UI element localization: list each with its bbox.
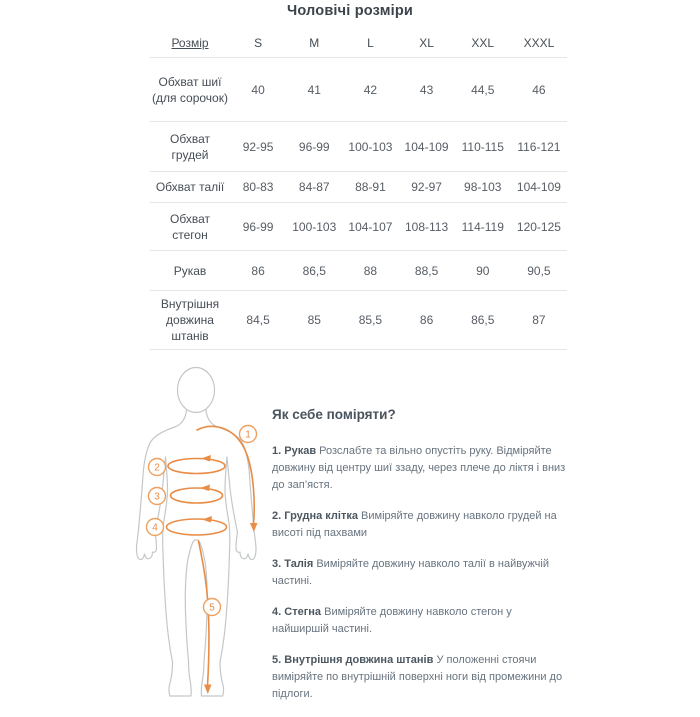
row-label: Обхват стегон [170, 211, 210, 242]
size-cell: 87 [532, 313, 546, 327]
size-cell: 120-125 [516, 219, 561, 234]
column-header-xxxl: XXXL [523, 35, 555, 50]
size-cell: 88-91 [355, 180, 386, 194]
svg-text:2: 2 [154, 462, 160, 474]
size-cell: 104-109 [404, 139, 449, 154]
size-cell: 92-95 [242, 139, 274, 154]
measuring-instructions [272, 407, 568, 717]
page-title: Чоловічі розміри [286, 3, 414, 19]
head-outline [178, 368, 215, 413]
size-cell: 44,5 [471, 82, 495, 97]
size-cell: 84,5 [246, 313, 270, 327]
table-row-chest [150, 122, 567, 172]
instruction-item-sleeve: 1. Рукав Розслабте та вільно опустіть руку. Відміряйте довжину від центру шиї ззаду, через плече до ліктя і вниз до зап’ястя. [272, 445, 566, 491]
row-label: Внутрішня довжина штанів [160, 297, 220, 343]
svg-text:4: 4 [152, 522, 158, 534]
size-cell: 116-121 [517, 139, 561, 154]
instruction-item-inseam: 5. Внутрішня довжина штанів У положенні стоячи виміряйте по внутрішній поверхні ноги від промежини до підлоги. [272, 654, 563, 700]
column-header-xl: XL [419, 35, 434, 50]
size-cell: 86,5 [302, 263, 326, 278]
column-header-size: Розмір [171, 35, 209, 50]
size-cell: 90 [476, 263, 490, 278]
size-cell: 85 [307, 313, 321, 327]
svg-text:3: 3 [154, 491, 160, 503]
marker-4 [147, 519, 164, 536]
marker-2 [149, 459, 166, 476]
row-label: Обхват грудей [170, 131, 210, 162]
body-figure-outline [137, 404, 257, 696]
size-cell: 98-103 [464, 180, 502, 194]
size-cell: 100-103 [292, 219, 337, 234]
size-cell: 42 [363, 82, 378, 97]
size-cell: 90,5 [527, 263, 551, 278]
size-cell: 88,5 [414, 263, 439, 278]
size-cell: 84-87 [298, 180, 330, 194]
column-header-m: M [309, 35, 320, 50]
row-label: Обхват шиї (для сорочок) [152, 74, 228, 105]
size-cell: 86 [251, 263, 265, 278]
size-cell: 86,5 [471, 313, 495, 327]
table-header-row [150, 28, 567, 58]
size-cell: 100-103 [348, 139, 393, 154]
column-header-xxl: XXL [471, 35, 495, 50]
instruction-item-hips: 4. Стегна Виміряйте довжину навколо стегон у найширшій частині. [272, 606, 512, 635]
instructions-heading: Як себе поміряти? [272, 407, 396, 422]
row-label: Обхват талії [155, 180, 225, 194]
size-cell: 92-97 [411, 180, 442, 194]
size-cell: 43 [419, 82, 434, 97]
table-row-waist [150, 172, 567, 203]
size-cell: 86 [419, 313, 434, 327]
size-cell: 96-99 [242, 219, 274, 234]
size-cell: 96-99 [298, 139, 330, 154]
marker-5 [204, 599, 221, 616]
svg-text:1: 1 [245, 429, 251, 441]
column-header-s: S [254, 35, 263, 50]
size-cell: 80-83 [242, 180, 274, 194]
size-cell: 104-109 [516, 180, 561, 194]
size-cell: 85,5 [358, 313, 383, 327]
row-label: Рукав [173, 263, 207, 278]
svg-text:5: 5 [209, 602, 215, 614]
size-cell: 88 [363, 263, 378, 278]
column-header-l: L [367, 35, 374, 50]
table-row-sleeve [150, 251, 567, 291]
marker-3 [149, 488, 166, 505]
table-row-neck [150, 58, 567, 122]
table-row-inseam [150, 291, 567, 350]
size-cell: 110-115 [461, 139, 504, 154]
instruction-item-waist: 3. Талія Виміряйте довжину навколо талії в найвужчій частині. [272, 558, 549, 587]
size-cell: 108-113 [405, 219, 449, 234]
table-row-hips [150, 203, 567, 251]
size-cell: 41 [307, 82, 321, 97]
size-cell: 46 [532, 82, 546, 97]
size-cell: 114-119 [461, 219, 504, 234]
size-cell: 40 [251, 82, 265, 97]
marker-1 [240, 426, 257, 443]
size-cell: 104-107 [348, 219, 393, 234]
size-table [150, 28, 567, 350]
instruction-item-chest: 2. Грудна клітка Виміряйте довжину навколо грудей на висоті під пахвами [272, 510, 557, 539]
